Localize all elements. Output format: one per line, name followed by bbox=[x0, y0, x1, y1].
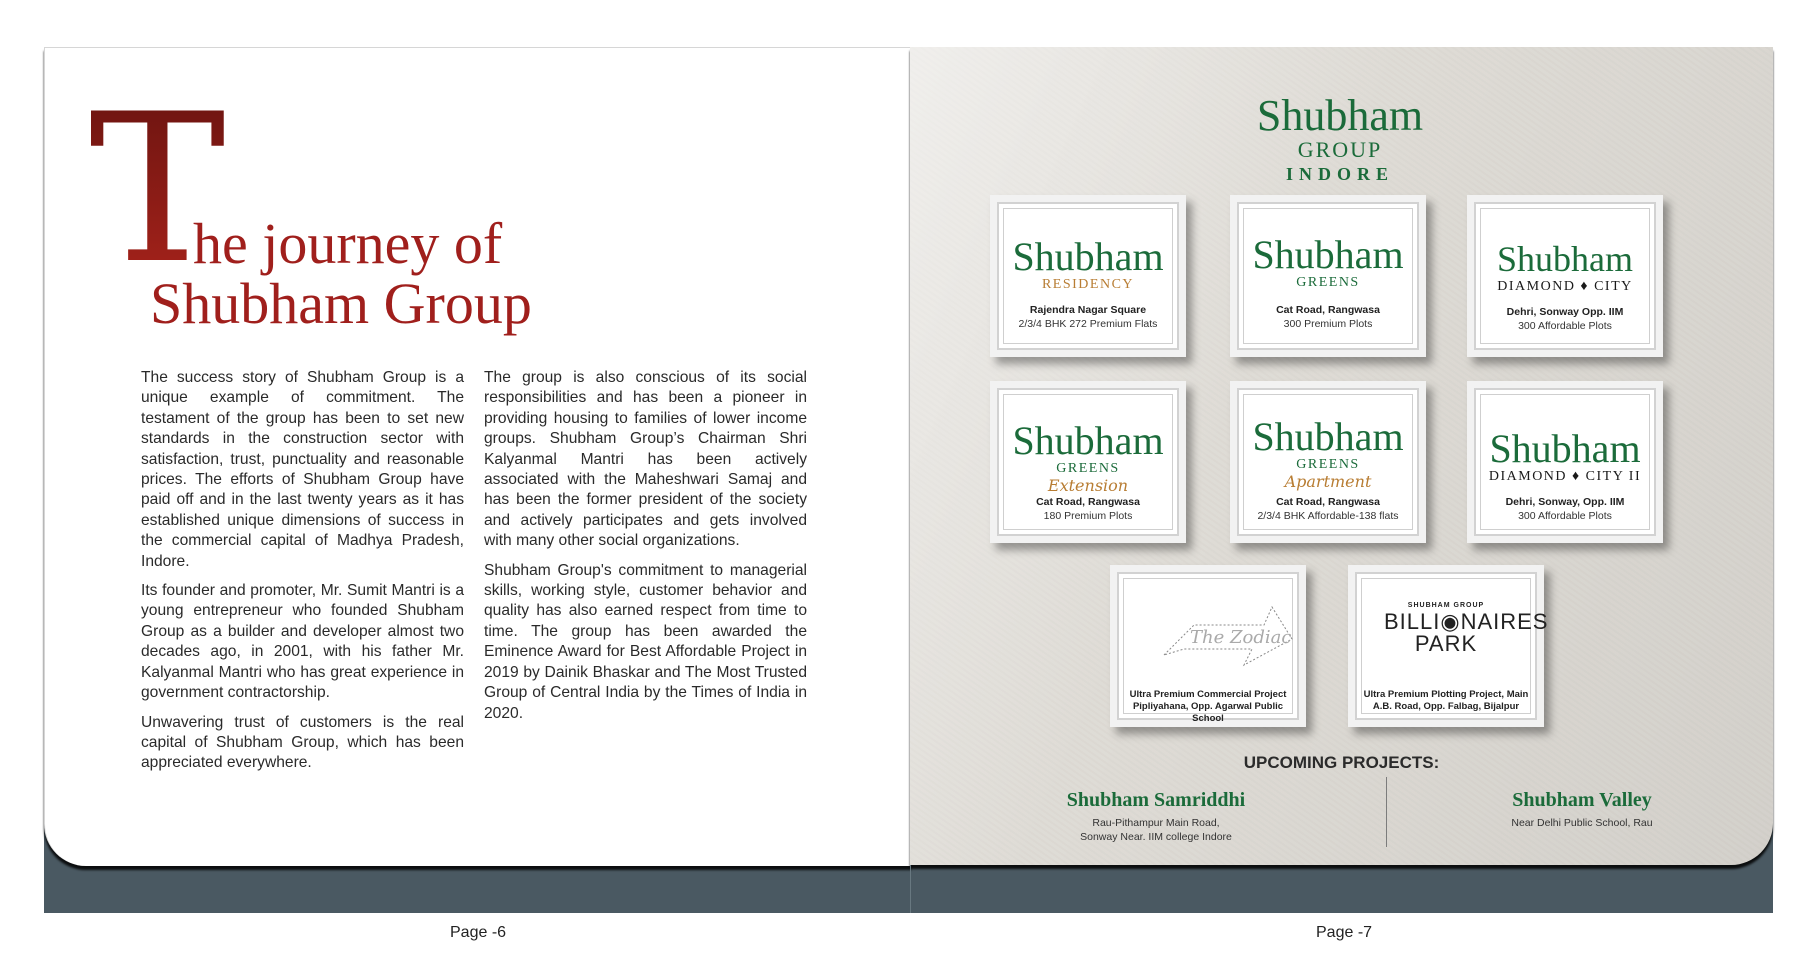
project-card-diamond-city bbox=[1467, 195, 1663, 357]
project-detail: 300 Premium Plots bbox=[1283, 318, 1373, 330]
page-number-left: Page -6 bbox=[450, 924, 507, 941]
project-location: Ultra Premium Plotting Project, Main bbox=[1363, 689, 1529, 700]
upcoming-project-address: Rau-Pithampur Main Road, bbox=[1092, 817, 1220, 829]
project-card-greens-apartment bbox=[1230, 381, 1426, 543]
project-location: Rajendra Nagar Square bbox=[1029, 304, 1147, 316]
brochure-spread bbox=[44, 47, 1773, 913]
project-logo-extension: Extension bbox=[1047, 476, 1129, 495]
project-card-diamond-city-2 bbox=[1467, 381, 1663, 543]
project-logo: Shubham bbox=[1496, 239, 1633, 279]
upcoming-project bbox=[1432, 789, 1732, 830]
upcoming-project-name: Shubham Samriddhi bbox=[1066, 789, 1246, 811]
project-card-residency bbox=[990, 195, 1186, 357]
upcoming-projects-heading: UPCOMING PROJECTS: bbox=[1243, 753, 1440, 772]
project-logo-sub: GREENS bbox=[1296, 457, 1360, 472]
project-location: Dehri, Sonway, Opp. IIM bbox=[1505, 496, 1625, 508]
project-detail: 2/3/4 BHK Affordable-138 flats bbox=[1257, 510, 1399, 522]
project-logo: Shubham bbox=[1012, 234, 1164, 279]
right-page bbox=[910, 47, 1773, 865]
project-logo-sub: SHUBHAM GROUP bbox=[1407, 602, 1485, 609]
upcoming-project bbox=[1006, 789, 1306, 844]
project-logo-sub: RESIDENCY bbox=[1041, 277, 1135, 292]
project-logo-extension: Apartment bbox=[1284, 472, 1372, 491]
project-detail: Pipliyahana, Opp. Agarwal Public School bbox=[1132, 701, 1284, 724]
project-detail: A.B. Road, Opp. Falbag, Bijalpur bbox=[1372, 701, 1520, 712]
project-logo-sub: GREENS bbox=[1296, 275, 1360, 290]
project-logo: BILLI◉NAIRES PARK bbox=[1384, 609, 1549, 656]
project-logo: Shubham bbox=[1252, 414, 1404, 459]
brand-name: Shubham bbox=[1256, 91, 1424, 140]
group-logo bbox=[1210, 93, 1470, 185]
project-logo: Shubham bbox=[1012, 418, 1164, 463]
title-line-1: he journey of bbox=[193, 211, 503, 276]
text-column-1 bbox=[141, 368, 464, 783]
upcoming-project-name: Shubham Valley bbox=[1512, 789, 1652, 811]
project-logo-sub: DIAMOND ♦ CITY bbox=[1497, 279, 1633, 294]
upcoming-project-address-2: Sonway Near. IIM college Indore bbox=[1080, 831, 1232, 843]
text-column-2 bbox=[484, 368, 807, 733]
project-location: Cat Road, Rangwasa bbox=[1276, 304, 1380, 316]
paragraph: Its founder and promoter, Mr. Sumit Mantri is a young entrepreneur who founded Shubham Group as a builder and developer almost two decades ago, in 2001, with his father Mr. Kalyanmal Mantri who has great experience in government contractorship. bbox=[141, 582, 464, 702]
zodiac-logo-icon bbox=[1144, 597, 1294, 677]
paragraph: The group is also conscious of its social responsibilities and has been a pioneer in providing housing to families of lower income groups. Shubham Group’s Chairman Shri Kalyanmal Mantri has been actively associated with the Maheshwari Samaj and has been the former president of the society and actively participates and gets involved with many other social organizations. bbox=[484, 369, 807, 550]
left-page bbox=[44, 47, 911, 866]
project-location: Ultra Premium Commercial Project bbox=[1129, 689, 1287, 700]
project-logo-sub: GREENS bbox=[1056, 461, 1120, 476]
project-logo: Shubham bbox=[1489, 426, 1641, 471]
project-location: Cat Road, Rangwasa bbox=[1276, 496, 1380, 508]
project-detail: 300 Affordable Plots bbox=[1518, 510, 1612, 522]
project-detail: 300 Affordable Plots bbox=[1518, 320, 1612, 332]
project-detail: 180 Premium Plots bbox=[1043, 510, 1133, 522]
brand-city: INDORE bbox=[1285, 164, 1394, 184]
project-detail: 2/3/4 BHK 272 Premium Flats bbox=[1018, 318, 1158, 330]
paragraph: Unwavering trust of customers is the real capital of Shubham Group, which has been appreciated everywhere. bbox=[141, 713, 464, 772]
title-line-2: Shubham Group bbox=[150, 271, 532, 336]
project-location: Dehri, Sonway Opp. IIM bbox=[1506, 306, 1624, 318]
title-initial: T bbox=[89, 71, 226, 309]
page-fold bbox=[910, 865, 911, 913]
project-card-greens bbox=[1230, 195, 1426, 357]
paragraph: Shubham Group's commitment to managerial skills, working style, customer behavior and quality has also earned respect from time to time. The group has been awarded the Eminence Award for Best Affordable Project in 2019 by Dainik Bhaskar and The Most Trusted Group of Central India by the Times of India in 2020. bbox=[484, 561, 807, 722]
divider bbox=[1386, 777, 1387, 847]
project-card-billionaires-park bbox=[1348, 565, 1549, 727]
project-logo: Shubham bbox=[1252, 232, 1404, 277]
project-card-zodiac bbox=[1110, 565, 1306, 727]
upcoming-project-address: Near Delhi Public School, Rau bbox=[1511, 817, 1653, 829]
paragraph: The success story of Shubham Group is a unique example of commitment. The testament of the group has been to set new standards in the construction sector with satisfaction, trust, punctuality and reasonable prices. The efforts of Shubham Group have paid off and in the last twenty years as it has established unique dimensions of success in the commercial capital of Madhya Pradesh, Indore. bbox=[141, 369, 464, 570]
brand-group: GROUP bbox=[1297, 137, 1383, 162]
project-location: Cat Road, Rangwasa bbox=[1036, 496, 1140, 508]
project-card-greens-extension bbox=[990, 381, 1186, 543]
project-logo-sub: DIAMOND ♦ CITY II bbox=[1488, 469, 1642, 484]
page-number-right: Page -7 bbox=[1316, 924, 1373, 941]
zodiac-logo-text: The Zodiac bbox=[1190, 627, 1292, 648]
